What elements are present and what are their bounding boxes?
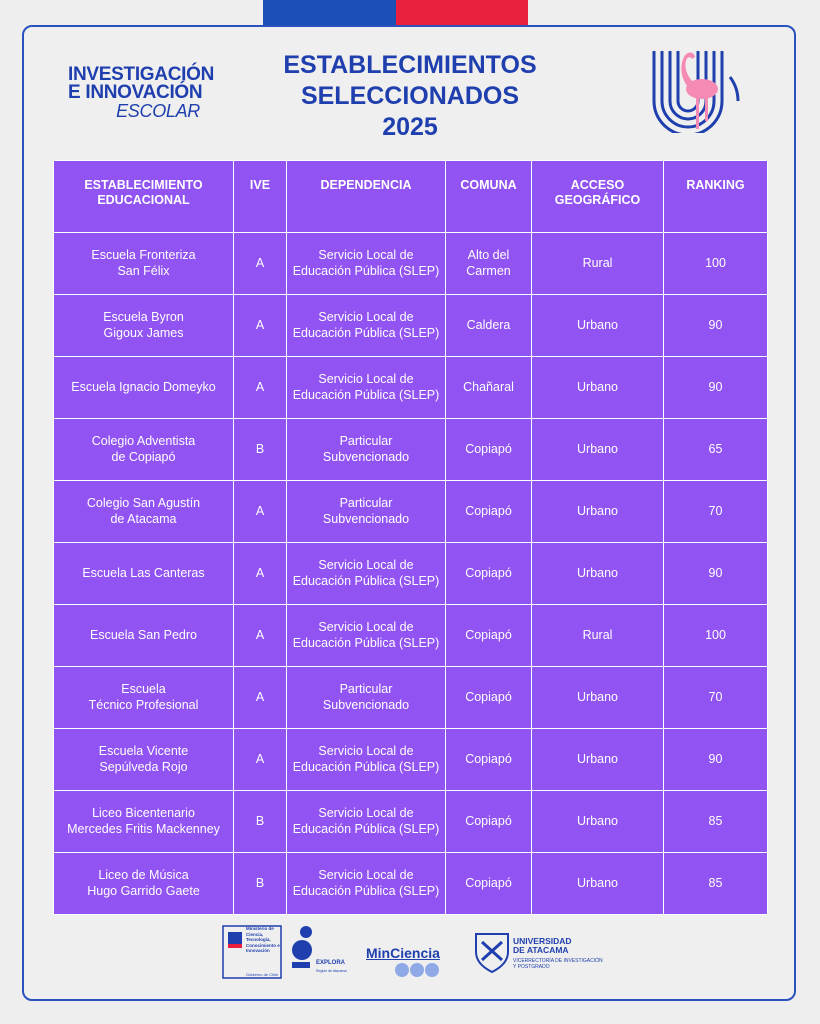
title-line-1: ESTABLECIMIENTOS (283, 51, 537, 79)
table-row (54, 233, 768, 295)
title-line-2: SELECCIONADOS (300, 82, 520, 110)
cell-ive: A (234, 729, 287, 791)
cell-dependencia: Servicio Local de Educación Pública (SLEP) (287, 791, 446, 853)
minciencia-logo (362, 920, 460, 990)
cell-establecimiento: Colegio San Agustín de Atacama (54, 481, 234, 543)
header-comuna: COMUNA (446, 161, 532, 233)
cell-ive: A (234, 357, 287, 419)
cell-ive: A (234, 605, 287, 667)
cell-dependencia: Particular Subvencionado (287, 419, 446, 481)
table-row (54, 605, 768, 667)
university-name-line-2: DE ATACAMA (513, 945, 569, 955)
flamingo-logo-icon (650, 47, 742, 133)
cell-establecimiento: Escuela Las Canteras (54, 543, 234, 605)
brand-line-1: INVESTIGACIÓN (68, 64, 215, 85)
establishments-table (53, 160, 768, 915)
cell-acceso: Urbano (532, 667, 664, 729)
table-header-row (54, 161, 768, 233)
table-row (54, 791, 768, 853)
cell-establecimiento: Escuela Byron Gigoux James (54, 295, 234, 357)
header-dependencia: DEPENDENCIA (287, 161, 446, 233)
cell-acceso: Urbano (532, 295, 664, 357)
table-row (54, 357, 768, 419)
cell-comuna: Copiapó (446, 419, 532, 481)
universidad-atacama-logo (470, 920, 605, 990)
minciencia-dots-icon (362, 920, 460, 990)
cell-dependencia: Servicio Local de Educación Pública (SLEP) (287, 295, 446, 357)
cell-dependencia: Servicio Local de Educación Pública (SLEP) (287, 357, 446, 419)
table-row (54, 481, 768, 543)
cell-comuna: Copiapó (446, 853, 532, 915)
cell-dependencia: Servicio Local de Educación Pública (SLEP) (287, 233, 446, 295)
cell-acceso: Urbano (532, 419, 664, 481)
explora-label: EXPLORA (316, 960, 346, 966)
table-row (54, 543, 768, 605)
cell-acceso: Rural (532, 605, 664, 667)
cell-ive: B (234, 791, 287, 853)
cell-establecimiento: Escuela Ignacio Domeyko (54, 357, 234, 419)
header-acceso: ACCESO GEOGRÁFICO (532, 161, 664, 233)
ministerio-logo (222, 920, 282, 990)
cell-comuna: Alto del Carmen (446, 233, 532, 295)
explora-figure-icon (288, 920, 318, 982)
table-row (54, 419, 768, 481)
university-shield-icon (472, 930, 512, 974)
cell-dependencia: Particular Subvencionado (287, 481, 446, 543)
page-title (260, 50, 560, 143)
university-name (513, 937, 572, 955)
cell-acceso: Urbano (532, 729, 664, 791)
cell-ive: A (234, 481, 287, 543)
header-ranking: RANKING (664, 161, 768, 233)
cell-dependencia: Servicio Local de Educación Pública (SLEP) (287, 853, 446, 915)
brand-line-3: ESCOLAR (116, 101, 201, 121)
cell-comuna: Chañaral (446, 357, 532, 419)
cell-comuna: Copiapó (446, 605, 532, 667)
minciencia-label: MinCiencia (366, 945, 440, 961)
university-name-line-1: UNIVERSIDAD (513, 936, 572, 946)
cell-comuna: Caldera (446, 295, 532, 357)
cell-establecimiento: Liceo Bicentenario Mercedes Fritis Mackenney (54, 791, 234, 853)
cell-establecimiento: Colegio Adventista de Copiapó (54, 419, 234, 481)
header-establecimiento: ESTABLECIMIENTO EDUCACIONAL (54, 161, 234, 233)
cell-ranking: 85 (664, 853, 768, 915)
cell-acceso: Rural (532, 233, 664, 295)
cell-ive: A (234, 233, 287, 295)
cell-ive: A (234, 543, 287, 605)
cell-acceso: Urbano (532, 791, 664, 853)
cell-dependencia: Particular Subvencionado (287, 667, 446, 729)
cell-acceso: Urbano (532, 853, 664, 915)
title-line-3: 2025 (382, 113, 438, 141)
table-row (54, 853, 768, 915)
cell-ranking: 100 (664, 233, 768, 295)
gobierno-label: Gobierno de Chile (246, 972, 279, 977)
explora-logo (288, 920, 348, 990)
cell-comuna: Copiapó (446, 667, 532, 729)
cell-ranking: 90 (664, 357, 768, 419)
cell-acceso: Urbano (532, 481, 664, 543)
cell-dependencia: Servicio Local de Educación Pública (SLEP) (287, 543, 446, 605)
cell-comuna: Copiapó (446, 481, 532, 543)
cell-establecimiento: Escuela San Pedro (54, 605, 234, 667)
cell-acceso: Urbano (532, 543, 664, 605)
cell-establecimiento: Escuela Técnico Profesional (54, 667, 234, 729)
table-row (54, 667, 768, 729)
ministerio-name: Ministerio de Ciencia, Tecnología, Conocimiento e Innovación (246, 926, 280, 953)
table-row (54, 729, 768, 791)
cell-acceso: Urbano (532, 357, 664, 419)
flag-red-stripe (396, 0, 528, 26)
university-department: VICERRECTORÍA DE INVESTIGACIÓN Y POSTGRADO (513, 958, 603, 970)
cell-ranking: 70 (664, 481, 768, 543)
cell-ive: A (234, 295, 287, 357)
cell-dependencia: Servicio Local de Educación Pública (SLEP) (287, 729, 446, 791)
cell-ranking: 65 (664, 419, 768, 481)
cell-establecimiento: Liceo de Música Hugo Garrido Gaete (54, 853, 234, 915)
cell-ranking: 100 (664, 605, 768, 667)
cell-ranking: 90 (664, 295, 768, 357)
cell-ranking: 70 (664, 667, 768, 729)
cell-establecimiento: Escuela Fronteriza San Félix (54, 233, 234, 295)
cell-ranking: 90 (664, 543, 768, 605)
cell-comuna: Copiapó (446, 543, 532, 605)
cell-ive: B (234, 419, 287, 481)
table-row (54, 295, 768, 357)
cell-ranking: 90 (664, 729, 768, 791)
cell-establecimiento: Escuela Vicente Sepúlveda Rojo (54, 729, 234, 791)
cell-ranking: 85 (664, 791, 768, 853)
cell-comuna: Copiapó (446, 729, 532, 791)
cell-dependencia: Servicio Local de Educación Pública (SLEP) (287, 605, 446, 667)
header-ive: IVE (234, 161, 287, 233)
cell-ive: A (234, 667, 287, 729)
explora-region: Región de Atacama (316, 969, 347, 973)
flag-blue-stripe (263, 0, 396, 26)
brand-logo (68, 66, 214, 120)
cell-ive: B (234, 853, 287, 915)
brand-line-2: E INNOVACIÓN (68, 82, 203, 103)
cell-comuna: Copiapó (446, 791, 532, 853)
